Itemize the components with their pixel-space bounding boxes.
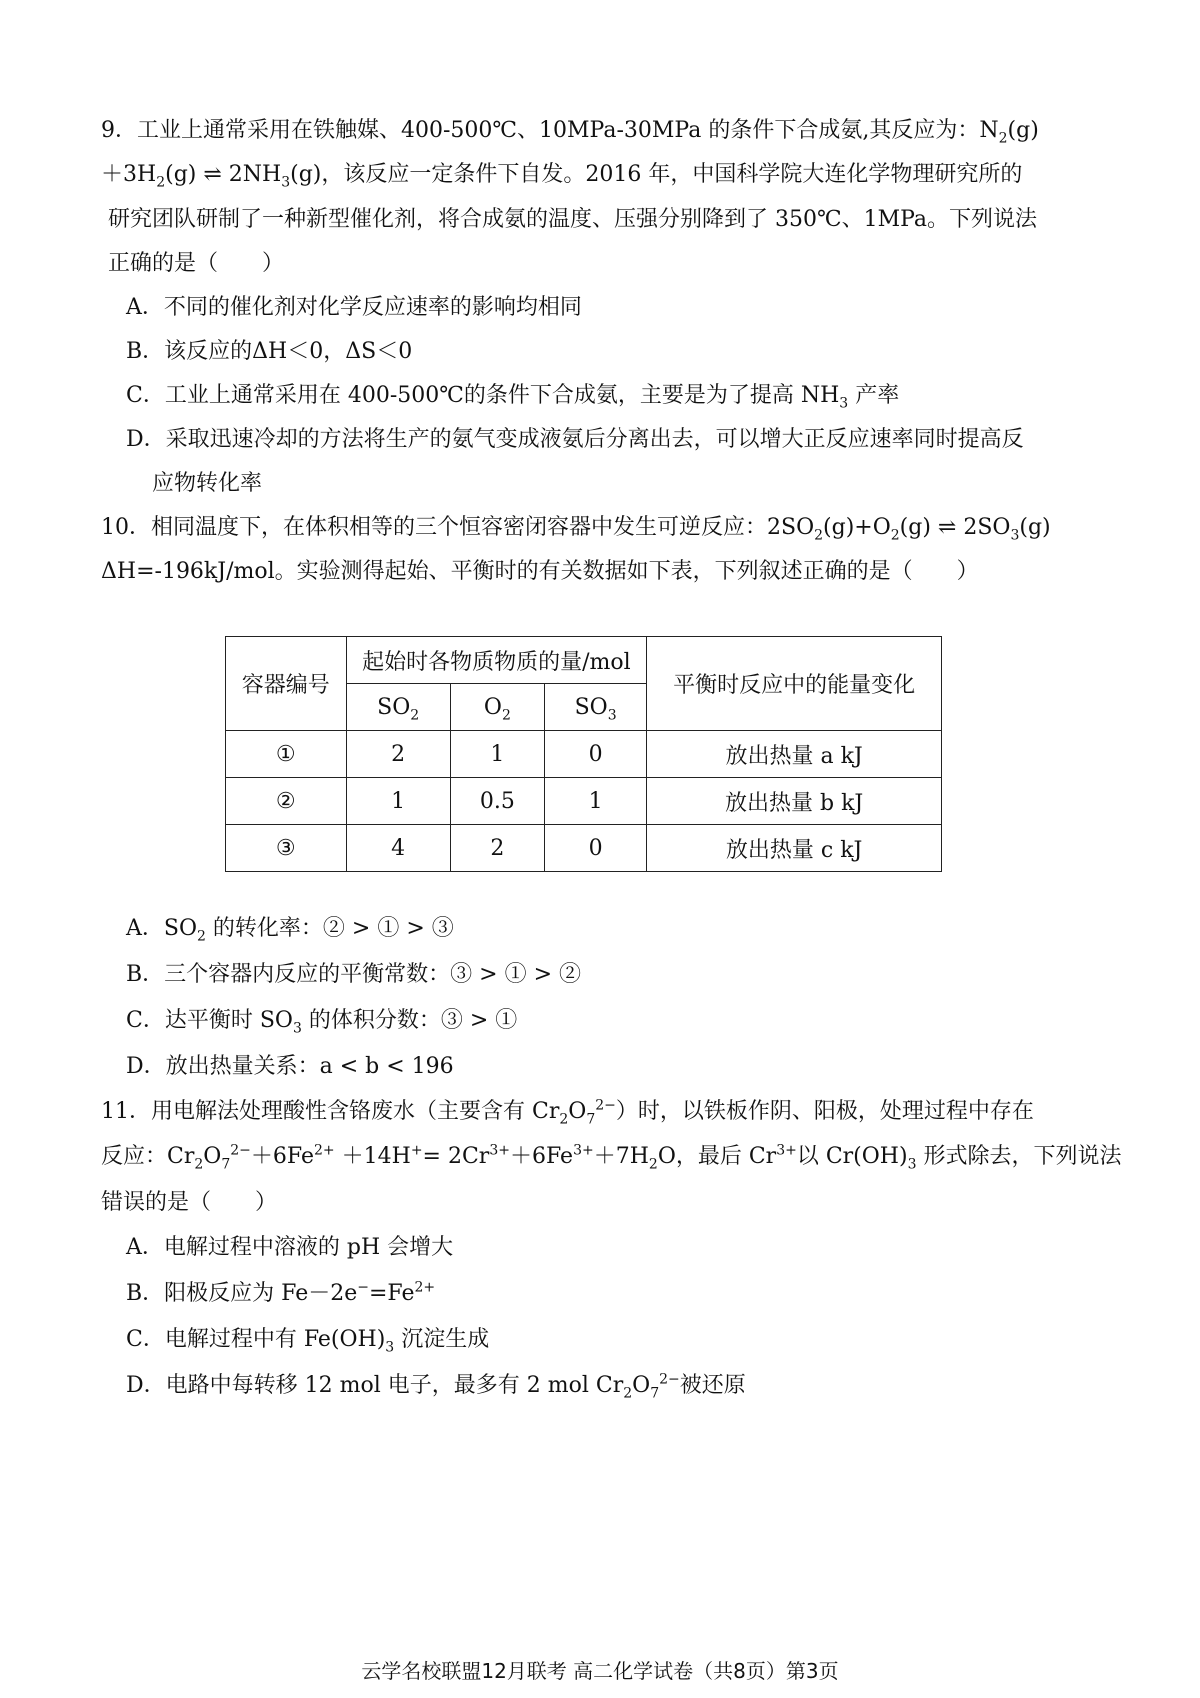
header-container: 容器编号 [226,637,347,731]
q10-option-a [126,914,454,944]
q10-text: (g)+O [823,515,891,540]
cell-energy: 放出热量 b kJ [647,778,942,825]
q9-option-d: D．采取迅速冷却的方法将生产的氨气变成液氨后分离出去，可以增大正反应速率同时提高反 [126,427,1024,452]
q9-option-b: B．该反应的ΔH＜0，ΔS＜0 [126,339,413,364]
q9-text: (g) [1007,118,1039,143]
q10-option-b: B．三个容器内反应的平衡常数：③ > ① > ② [126,962,582,987]
header-o2: $O_2$ [450,684,544,731]
subscript: 3 [292,1020,302,1037]
option-text: 的体积分数：③ > ① [301,1008,518,1033]
cell-so3: 0 [544,731,646,778]
subscript: 3 [839,395,849,412]
option-text: 产率 [848,383,900,408]
q10-option-d: D．放出热量关系：a < b < 196 [126,1054,454,1079]
q9-text: (g)，该反应一定条件下自发。2016 年，中国科学院大连化学物理研究所的 [290,162,1023,187]
q10-line2: ΔH=-196kJ/mol。实验测得起始、平衡时的有关数据如下表，下列叙述正确的是（ ） [101,559,979,584]
cell-o2: 2 [450,825,544,872]
table-row [226,825,942,872]
q10-text: 10．相同温度下，在体积相等的三个恒容密闭容器中发生可逆反应：2SO [101,515,815,540]
cell-energy: 放出热量 a kJ [647,731,942,778]
cell-so3: 1 [544,778,646,825]
cell-id: ① [226,731,347,778]
page-footer: 云学名校联盟12月联考 高二化学试卷（共8页）第3页 [361,1659,839,1683]
q11-line2: 反应：$Cr_2O_7^{2-}+6Fe^{2+} +14H^+= 2Cr^{3+}+6Fe^{3+}+7H_2O$，最后 $Cr^{3+}$以 $Cr(OH)_3$ 形式除去，下列说法 [101,1142,1122,1173]
q11-option-b: B．阳极反应为 $Fe-2e^-=Fe^{2+}$ [126,1279,436,1306]
q10-line1 [101,513,1051,543]
subscript: 3 [281,174,291,191]
table-row [226,731,942,778]
cell-o2: 0.5 [450,778,544,825]
q11-option-c: C．电解过程中有 $Fe(OH)_3$ 沉淀生成 [126,1327,490,1356]
q9-line4: 正确的是（ ） [108,251,285,276]
q10-option-c [126,1006,517,1036]
q9-text: 9．工业上通常采用在铁触媒、400-500℃、10MPa-30MPa 的条件下合成氨,其反应为：N [101,118,999,143]
header-energy: 平衡时反应中的能量变化 [647,637,942,731]
option-text: C．工业上通常采用在 400-500℃的条件下合成氨，主要是为了提高 NH [126,383,840,408]
q9-text: ＋3H [101,162,157,187]
q9-option-d-cont: 应物转化率 [152,471,263,496]
table-row [226,778,942,825]
subscript: 2 [998,130,1008,147]
q11-line3: 错误的是（ ） [101,1190,278,1215]
header-start-amount: 起始时各物质物质的量/mol [346,637,647,684]
header-so3: $SO_3$ [544,684,646,731]
option-text: A．SO [126,916,197,941]
subscript: 2 [890,527,900,544]
q9-option-a: A．不同的催化剂对化学反应速率的影响均相同 [126,295,582,320]
option-text: 的转化率：② > ① > ③ [205,916,454,941]
q11-option-a: A．电解过程中溶液的 pH 会增大 [126,1235,454,1260]
q11-option-d: D．电路中每转移 12 mol 电子，最多有 2 mol $Cr_2O_7^{2-}$被还原 [126,1371,746,1402]
header-so2: $SO_2$ [346,684,450,731]
q9-option-c [126,381,899,411]
subscript: 3 [1010,527,1020,544]
cell-so2: 4 [346,825,450,872]
q9-text: (g) ⇌ 2NH [165,162,282,187]
cell-so2: 1 [346,778,450,825]
option-text: C．达平衡时 SO [126,1008,293,1033]
q9-line3: 研究团队研制了一种新型催化剂，将合成氨的温度、压强分别降到了 350℃、1MPa。下列说法 [108,207,1038,232]
q10-text: (g) [1019,515,1051,540]
data-table [225,636,942,872]
q10-text: (g) ⇌ 2SO [899,515,1011,540]
cell-o2: 1 [450,731,544,778]
q9-line1 [101,116,1039,146]
subscript: 2 [197,928,206,945]
cell-energy: 放出热量 c kJ [647,825,942,872]
cell-id: ③ [226,825,347,872]
cell-so2: 2 [346,731,450,778]
q11-line1: 11．用电解法处理酸性含铬废水（主要含有 $Cr_2O_7^{2-}$）时，以铁板作阴、阳极，处理过程中存在 [101,1097,1034,1128]
q9-line2 [101,160,1022,190]
cell-id: ② [226,778,347,825]
subscript: 2 [814,527,824,544]
subscript: 2 [156,174,166,191]
cell-so3: 0 [544,825,646,872]
